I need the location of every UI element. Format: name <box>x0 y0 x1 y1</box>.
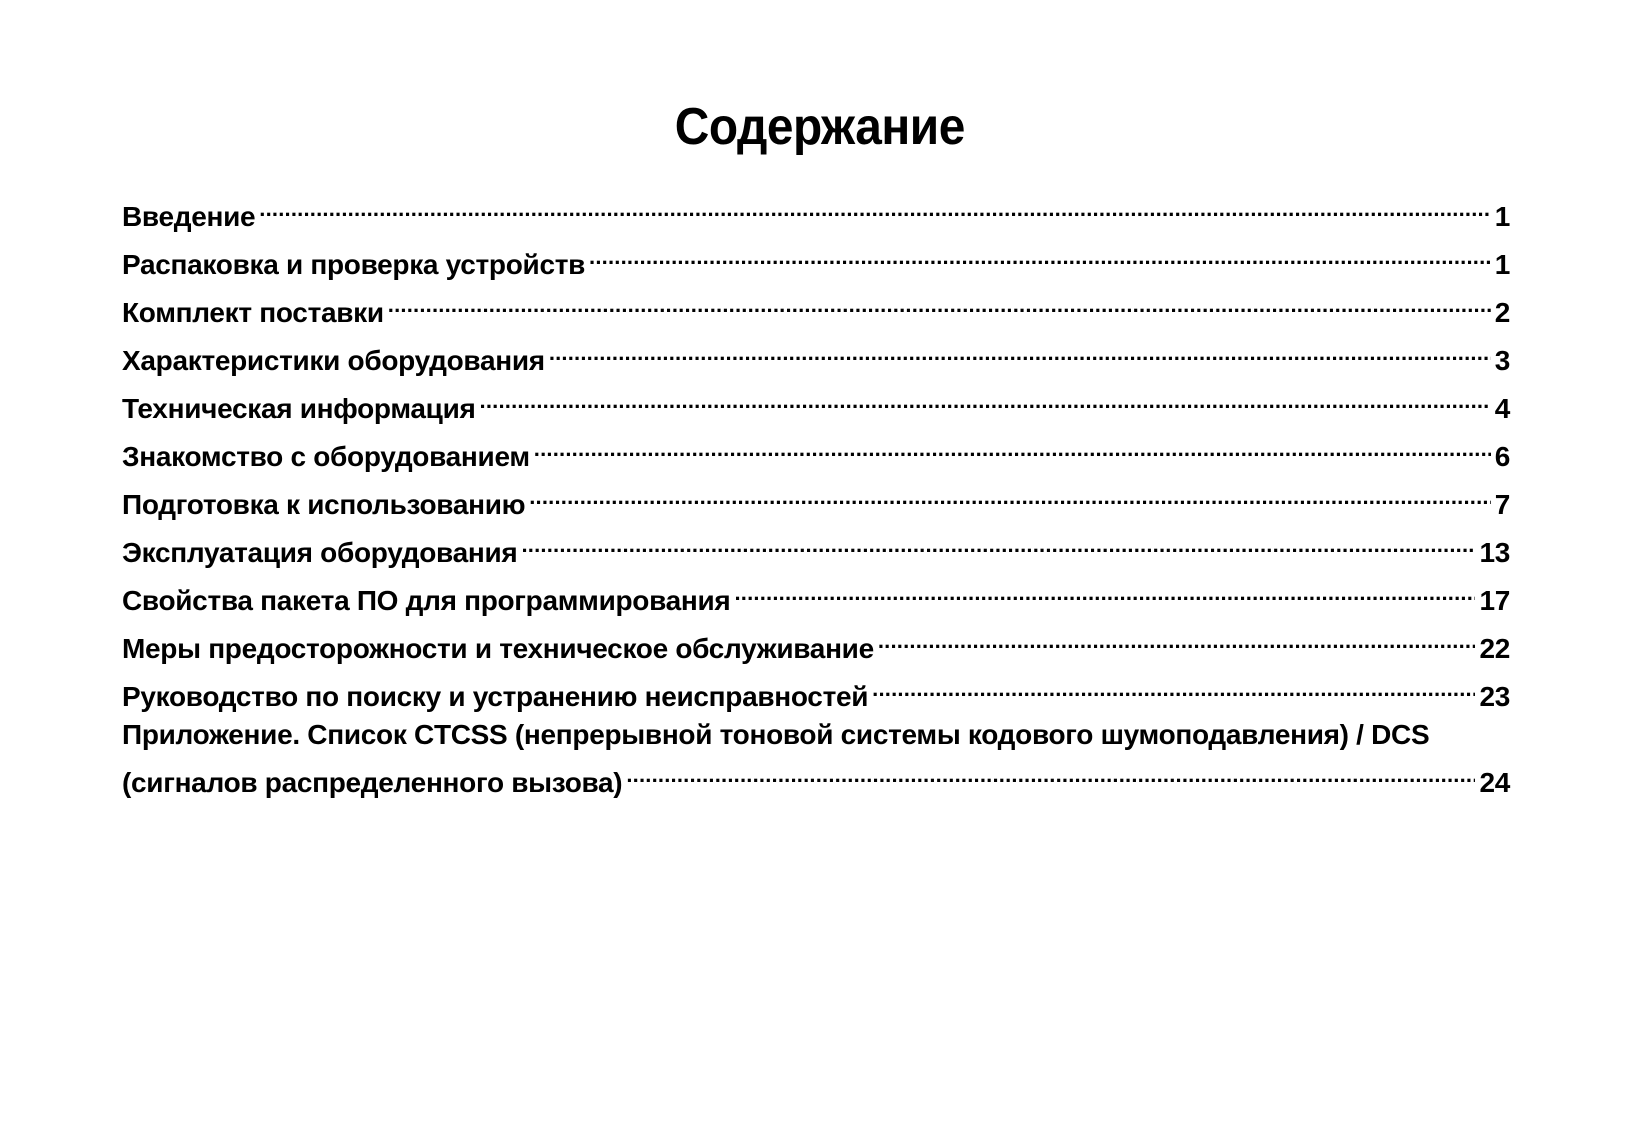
toc-entry-page: 22 <box>1479 633 1510 664</box>
toc-entry-package-contents[interactable] <box>122 284 1510 332</box>
toc-entry-page: 23 <box>1479 681 1510 712</box>
toc-entry-label: Техническая информация <box>122 393 476 424</box>
toc-entry-equipment-features[interactable] <box>122 332 1510 380</box>
toc-entry-label: Меры предосторожности и техническое обслуживание <box>122 633 874 664</box>
toc-entry-label-line2-row <box>122 754 1510 798</box>
toc-entry-label: Руководство по поиску и устранению неисправностей <box>122 681 869 712</box>
toc-entry-label: Введение <box>122 201 256 232</box>
toc-entry-label: Свойства пакета ПО для программирования <box>122 585 731 616</box>
toc-entry-label: Знакомство с оборудованием <box>122 441 530 472</box>
toc-dot-leader <box>549 332 1491 370</box>
toc-dot-leader <box>534 428 1491 466</box>
toc-dot-leader <box>388 284 1491 322</box>
toc-entry-label: Характеристики оборудования <box>122 345 545 376</box>
toc-entry-preparation[interactable] <box>122 476 1510 524</box>
toc-entry-label-line1: Приложение. Список CTCSS (непрерывной тоновой системы кодового шумоподавления) / DCS <box>122 719 1430 750</box>
toc-entry-label: Эксплуатация оборудования <box>122 537 518 568</box>
toc-entry-page: 17 <box>1479 585 1510 616</box>
toc-entry-appendix[interactable] <box>122 716 1510 798</box>
toc-entry-label-line2: (сигналов распределенного вызова) <box>122 767 623 798</box>
table-of-contents <box>122 188 1510 798</box>
toc-dot-leader <box>480 380 1491 418</box>
toc-dot-leader <box>259 188 1490 226</box>
toc-entry-page: 24 <box>1479 767 1510 798</box>
toc-entry-programming-software[interactable] <box>122 572 1510 620</box>
toc-dot-leader <box>529 476 1490 514</box>
page-title: Содержание <box>674 98 965 156</box>
toc-entry-page: 6 <box>1494 441 1510 472</box>
toc-entry-technical-info[interactable] <box>122 380 1510 428</box>
toc-entry-page: 4 <box>1494 393 1510 424</box>
toc-dot-leader <box>872 668 1475 706</box>
toc-dot-leader <box>626 754 1475 792</box>
toc-entry-label: Подготовка к использованию <box>122 489 526 520</box>
toc-entry-label: Распаковка и проверка устройств <box>122 249 586 280</box>
toc-dot-leader <box>734 572 1475 610</box>
toc-dot-leader <box>521 524 1475 562</box>
toc-entry-precautions[interactable] <box>122 620 1510 668</box>
toc-entry-label: Комплект поставки <box>122 297 384 328</box>
toc-dot-leader <box>589 236 1491 274</box>
toc-entry-operation[interactable] <box>122 524 1510 572</box>
toc-entry-page: 2 <box>1494 297 1510 328</box>
toc-entry-page: 1 <box>1494 249 1510 280</box>
toc-dot-leader <box>878 620 1476 658</box>
toc-entry-unpacking[interactable] <box>122 236 1510 284</box>
toc-entry-page: 13 <box>1479 537 1510 568</box>
toc-entry-page: 1 <box>1494 201 1510 232</box>
toc-entry-getting-acquainted[interactable] <box>122 428 1510 476</box>
toc-entry-page: 3 <box>1494 345 1510 376</box>
toc-entry-page: 7 <box>1494 489 1510 520</box>
toc-entry-introduction[interactable] <box>122 188 1510 236</box>
toc-entry-troubleshooting[interactable] <box>122 668 1510 716</box>
